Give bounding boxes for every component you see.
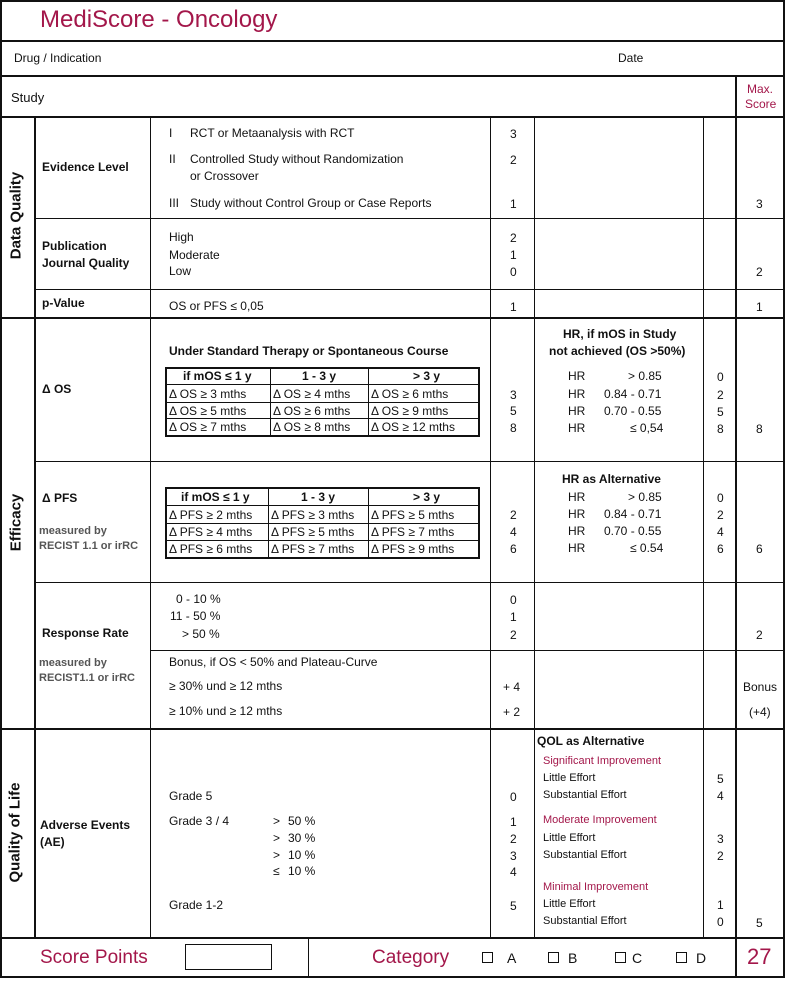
evidence-score: 1 bbox=[510, 197, 517, 211]
date-label[interactable]: Date bbox=[618, 51, 644, 65]
hr-score: 0 bbox=[717, 491, 724, 505]
category-d-checkbox[interactable] bbox=[676, 952, 687, 963]
max-score: 6 bbox=[756, 542, 763, 556]
qol-option: Substantial Effort bbox=[543, 789, 627, 801]
hr-score: 2 bbox=[717, 508, 724, 522]
divider bbox=[167, 505, 478, 506]
divider bbox=[534, 116, 535, 938]
table-cell: Δ OS ≥ 7 mths bbox=[169, 420, 247, 434]
hr-label: HR bbox=[568, 369, 586, 383]
max-score: 3 bbox=[756, 197, 763, 211]
evidence-option: RCT or Metaanalysis with RCT bbox=[190, 126, 355, 140]
hr-score: 2 bbox=[717, 388, 724, 402]
divider bbox=[36, 461, 785, 462]
table-cell: Δ PFS ≥ 9 mths bbox=[371, 542, 455, 556]
publication-option: Low bbox=[169, 264, 192, 278]
publication-option: Moderate bbox=[169, 248, 220, 262]
qol-score: 4 bbox=[717, 789, 724, 803]
hr-score: 5 bbox=[717, 405, 724, 419]
table-cell: Δ OS ≥ 6 mths bbox=[371, 387, 449, 401]
hr-heading: not achieved (OS >50%) bbox=[549, 344, 686, 358]
bonus-heading: Bonus, if OS < 50% and Plateau-Curve bbox=[169, 655, 378, 669]
divider bbox=[36, 289, 785, 290]
table-cell: Δ PFS ≥ 7 mths bbox=[371, 525, 455, 539]
evidence-option: or Crossover bbox=[190, 169, 259, 183]
ae-comparator: ≤ bbox=[273, 864, 280, 878]
rr-score: 2 bbox=[510, 628, 517, 642]
bonus-score: + 4 bbox=[503, 680, 521, 694]
os-table bbox=[165, 367, 480, 437]
divider bbox=[150, 116, 151, 938]
ae-grade: Grade 3 / 4 bbox=[169, 814, 230, 828]
divider bbox=[0, 75, 785, 77]
divider bbox=[735, 75, 737, 978]
category-b-label: B bbox=[568, 950, 578, 966]
table-header: if mOS ≤ 1 y bbox=[181, 490, 250, 504]
border-top bbox=[0, 0, 785, 2]
evidence-level-number: II bbox=[169, 152, 176, 166]
total-max-score: 27 bbox=[747, 944, 772, 969]
evidence-label: Evidence Level bbox=[42, 160, 129, 174]
hr-range: ≤ 0.54 bbox=[630, 541, 664, 555]
divider bbox=[150, 650, 785, 651]
qol-score: 0 bbox=[717, 915, 724, 929]
bonus-score: + 2 bbox=[503, 705, 521, 719]
divider bbox=[36, 218, 785, 219]
section-data-quality: Data Quality bbox=[7, 171, 25, 260]
qol-score: 3 bbox=[717, 832, 724, 846]
study-label[interactable]: Study bbox=[11, 90, 45, 105]
ae-comparator: > bbox=[273, 831, 281, 845]
rr-score: 1 bbox=[510, 610, 517, 624]
pvalue-label: p-Value bbox=[42, 296, 85, 310]
hr-range: 0.84 - 0.71 bbox=[604, 507, 662, 521]
evidence-option: Study without Control Group or Case Reports bbox=[190, 196, 432, 210]
table-header: if mOS ≤ 1 y bbox=[183, 369, 252, 383]
section-efficacy: Efficacy bbox=[7, 493, 25, 552]
hr-heading: HR, if mOS in Study bbox=[563, 327, 677, 341]
score-points-label: Score Points bbox=[40, 947, 148, 968]
qol-category: Minimal Improvement bbox=[543, 881, 649, 893]
divider bbox=[308, 938, 309, 976]
drug-label[interactable]: Drug / Indication bbox=[14, 51, 102, 65]
divider bbox=[34, 116, 36, 938]
table-cell: Δ PFS ≥ 6 mths bbox=[169, 542, 253, 556]
ae-grade: Grade 5 bbox=[169, 789, 213, 803]
divider bbox=[36, 582, 785, 583]
divider bbox=[490, 116, 491, 938]
max-score-header: Max. bbox=[747, 82, 774, 96]
hr-score: 6 bbox=[717, 542, 724, 556]
table-header: 1 - 3 y bbox=[301, 490, 336, 504]
ae-score: 2 bbox=[510, 832, 517, 846]
divider bbox=[167, 418, 478, 419]
qol-score: 2 bbox=[717, 849, 724, 863]
hr-label: HR bbox=[568, 404, 586, 418]
divider bbox=[167, 384, 478, 385]
qol-option: Little Effort bbox=[543, 772, 596, 784]
hr-label: HR bbox=[568, 421, 586, 435]
pfs-score: 4 bbox=[510, 525, 517, 539]
hr-heading: HR as Alternative bbox=[562, 472, 661, 486]
table-header: > 3 y bbox=[413, 369, 441, 383]
divider bbox=[0, 728, 785, 730]
table-cell: Δ PFS ≥ 5 mths bbox=[271, 525, 355, 539]
ae-score: 0 bbox=[510, 790, 517, 804]
rr-score: 0 bbox=[510, 593, 517, 607]
ae-threshold: 10 % bbox=[288, 864, 316, 878]
rr-option: 0 - 10 % bbox=[176, 592, 221, 606]
hr-label: HR bbox=[568, 541, 586, 555]
divider bbox=[0, 937, 785, 939]
pfs-measure-note: RECIST 1.1 or irRC bbox=[39, 540, 139, 552]
max-score: 5 bbox=[756, 916, 763, 930]
bonus-option: ≥ 10% und ≥ 12 mths bbox=[169, 704, 283, 718]
ae-threshold: 30 % bbox=[288, 831, 316, 845]
qol-option: Little Effort bbox=[543, 832, 596, 844]
adverse-events-label: (AE) bbox=[40, 835, 65, 849]
ae-comparator: > bbox=[273, 814, 281, 828]
category-a-checkbox[interactable] bbox=[482, 952, 493, 963]
table-header: 1 - 3 y bbox=[302, 369, 337, 383]
table-cell: Δ PFS ≥ 4 mths bbox=[169, 525, 253, 539]
hr-range: 0.70 - 0.55 bbox=[604, 524, 662, 538]
hr-range: 0.84 - 0.71 bbox=[604, 387, 662, 401]
hr-range: > 0.85 bbox=[628, 369, 662, 383]
pvalue-score: 1 bbox=[510, 300, 517, 314]
ae-score: 5 bbox=[510, 899, 517, 913]
divider bbox=[167, 402, 478, 403]
category-a-label: A bbox=[507, 950, 517, 966]
ae-score: 1 bbox=[510, 815, 517, 829]
os-heading: Under Standard Therapy or Spontaneous Course bbox=[169, 344, 449, 358]
border-bottom bbox=[0, 976, 785, 978]
hr-label: HR bbox=[568, 524, 586, 538]
max-score-header: Score bbox=[745, 97, 777, 111]
evidence-level-number: I bbox=[169, 126, 173, 140]
max-score: 2 bbox=[756, 628, 763, 642]
qol-option: Substantial Effort bbox=[543, 915, 627, 927]
bonus-option: ≥ 30% und ≥ 12 mths bbox=[169, 679, 283, 693]
qol-option: Substantial Effort bbox=[543, 849, 627, 861]
hr-range: 0.70 - 0.55 bbox=[604, 404, 662, 418]
divider bbox=[0, 317, 785, 319]
table-cell: Δ OS ≥ 6 mths bbox=[273, 404, 351, 418]
evidence-level-number: III bbox=[169, 196, 180, 210]
os-score: 8 bbox=[510, 421, 517, 435]
hr-label: HR bbox=[568, 387, 586, 401]
pfs-label: Δ PFS bbox=[42, 491, 78, 505]
response-rate-label: Response Rate bbox=[42, 626, 129, 640]
pfs-score: 6 bbox=[510, 542, 517, 556]
table-cell: Δ OS ≥ 12 mths bbox=[371, 420, 455, 434]
qol-option: Little Effort bbox=[543, 898, 596, 910]
ae-grade: Grade 1-2 bbox=[169, 898, 224, 912]
pfs-measure-note: measured by bbox=[39, 525, 107, 537]
hr-label: HR bbox=[568, 507, 586, 521]
table-cell: Δ PFS ≥ 5 mths bbox=[371, 508, 455, 522]
hr-range: ≤ 0,54 bbox=[630, 421, 664, 435]
max-score: 1 bbox=[756, 300, 763, 314]
ae-threshold: 50 % bbox=[288, 814, 316, 828]
table-cell: Δ OS ≥ 4 mths bbox=[273, 387, 351, 401]
table-cell: Δ OS ≥ 8 mths bbox=[273, 420, 351, 434]
table-header: > 3 y bbox=[413, 490, 441, 504]
hr-score: 8 bbox=[717, 422, 724, 436]
publication-score: 1 bbox=[510, 248, 517, 262]
rr-option: > 50 % bbox=[182, 627, 220, 641]
category-label: Category bbox=[372, 947, 450, 968]
table-cell: Δ OS ≥ 9 mths bbox=[371, 404, 449, 418]
hr-score: 0 bbox=[717, 370, 724, 384]
max-score: 2 bbox=[756, 265, 763, 279]
divider bbox=[703, 730, 704, 938]
publication-score: 0 bbox=[510, 265, 517, 279]
table-cell: Δ PFS ≥ 2 mths bbox=[169, 508, 253, 522]
os-score: 3 bbox=[510, 388, 517, 402]
table-cell: Δ OS ≥ 5 mths bbox=[169, 404, 247, 418]
ae-threshold: 10 % bbox=[288, 848, 316, 862]
category-c-label: C bbox=[632, 950, 643, 966]
os-score: 5 bbox=[510, 404, 517, 418]
border-left bbox=[0, 0, 2, 978]
rr-measure-note: measured by bbox=[39, 657, 107, 669]
divider bbox=[0, 116, 785, 118]
divider bbox=[167, 523, 478, 524]
hr-score: 4 bbox=[717, 525, 724, 539]
score-points-input[interactable] bbox=[185, 944, 272, 970]
hr-label: HR bbox=[568, 490, 586, 504]
pvalue-text: OS or PFS ≤ 0,05 bbox=[169, 299, 264, 313]
max-score: 8 bbox=[756, 422, 763, 436]
publication-label: Publication bbox=[42, 239, 107, 253]
divider bbox=[703, 116, 704, 728]
table-cell: Δ OS ≥ 3 mths bbox=[169, 387, 247, 401]
category-c-checkbox[interactable] bbox=[615, 952, 626, 963]
table-cell: Δ PFS ≥ 7 mths bbox=[271, 542, 355, 556]
qol-category: Moderate Improvement bbox=[543, 814, 657, 826]
category-d-label: D bbox=[696, 950, 707, 966]
category-b-checkbox[interactable] bbox=[548, 952, 559, 963]
hr-range: > 0.85 bbox=[628, 490, 662, 504]
rr-option: 11 - 50 % bbox=[170, 609, 221, 623]
adverse-events-label: Adverse Events bbox=[40, 818, 131, 832]
divider bbox=[167, 540, 478, 541]
section-quality-of-life: Quality of Life bbox=[6, 782, 24, 883]
form-title: MediScore - Oncology bbox=[40, 6, 278, 33]
qol-heading: QOL as Alternative bbox=[537, 734, 645, 748]
table-cell: Δ PFS ≥ 3 mths bbox=[271, 508, 355, 522]
ae-score: 4 bbox=[510, 865, 517, 879]
qol-score: 1 bbox=[717, 898, 724, 912]
publication-score: 2 bbox=[510, 231, 517, 245]
evidence-option: Controlled Study without Randomization bbox=[190, 152, 404, 166]
divider bbox=[0, 40, 785, 42]
qol-category: Significant Improvement bbox=[543, 755, 661, 767]
pfs-score: 2 bbox=[510, 508, 517, 522]
pfs-table bbox=[165, 487, 480, 559]
evidence-score: 3 bbox=[510, 127, 517, 141]
ae-comparator: > bbox=[273, 848, 281, 862]
bonus-max: Bonus bbox=[743, 680, 778, 694]
publication-label: Journal Quality bbox=[42, 256, 130, 270]
rr-measure-note: RECIST1.1 or irRC bbox=[39, 672, 135, 684]
qol-score: 5 bbox=[717, 772, 724, 786]
ae-score: 3 bbox=[510, 849, 517, 863]
evidence-score: 2 bbox=[510, 153, 517, 167]
os-label: Δ OS bbox=[42, 382, 72, 396]
publication-option: High bbox=[169, 230, 194, 244]
bonus-max: (+4) bbox=[749, 705, 771, 719]
